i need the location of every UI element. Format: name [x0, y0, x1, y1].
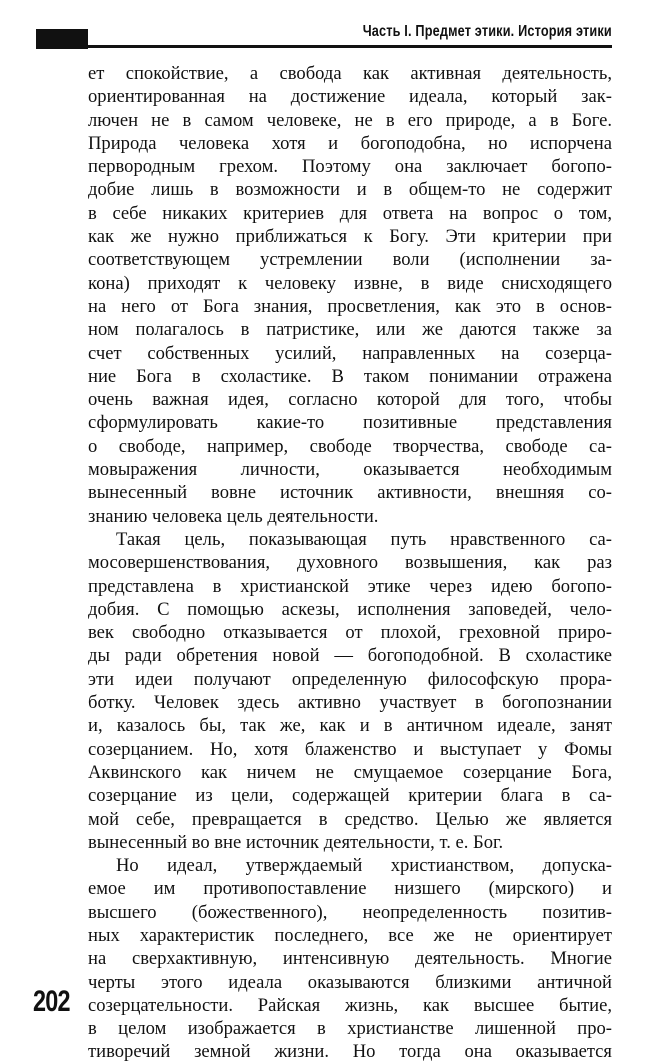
text-line: о свободе, например, свободе творчества, свободе са- [88, 435, 612, 457]
text-line: ет спокойствие, а свобода как активная деятельность, [88, 63, 612, 84]
header-rule [88, 45, 612, 48]
text-line: соответствующем устремлении воли (исполнении за- [88, 249, 612, 271]
text-line: мой себе, превращается в средство. Целью же является [88, 808, 612, 830]
text-line: черты этого идеала оказываются близкими античной [88, 971, 612, 993]
text-line: на сверхактивную, интенсивную деятельность. Многие [88, 948, 612, 970]
body-text [88, 62, 612, 1064]
text-line: Но идеал, утверждаемый христианством, допуска- [116, 855, 612, 877]
text-line: созерцание из цели, содержащей критерии блага в са- [88, 785, 612, 807]
text-line: мовыражения личности, оказывается необходимым [88, 459, 612, 481]
text-line: лючен не в самом человеке, не в его природе, а в Боге. [88, 109, 612, 131]
text-line: добия. С помощью аскезы, исполнения заповедей, чело- [88, 598, 612, 620]
text-line: счет собственных усилий, направленных на созерца- [88, 342, 612, 364]
text-line: представлена в христианской этике через идею богопо- [88, 575, 612, 597]
text-line: созерцательности. Райская жизнь, как высшее бытие, [88, 994, 612, 1016]
text-line: добие лишь в возможности и в общем-то не содержит [88, 179, 612, 201]
text-line: ориентированная на достижение идеала, который зак- [88, 86, 612, 108]
text-line: в целом изображается в христианстве лишенной про- [88, 1018, 612, 1040]
text-line: эти идеи получают определенную философскую прора- [88, 668, 612, 690]
text-line: емое им противопоставление низшего (мирского) и [88, 878, 612, 900]
text-line: век свободно отказывается от плохой, греховной приро- [88, 622, 612, 644]
text-line: Такая цель, показывающая путь нравственного са- [116, 528, 612, 550]
text-line: первородным грехом. Поэтому она заключает богопо- [88, 156, 612, 178]
header-bar [36, 29, 88, 49]
text-line: тиворечий земной жизни. Но тогда она оказывается [88, 1041, 612, 1063]
text-line: ботку. Человек здесь активно участвует в богопознании [88, 692, 612, 714]
text-line: очень важная идея, согласно которой для того, чтобы [88, 389, 612, 411]
text-line: ды ради обретения новой — богоподобной. В схоластике [88, 645, 612, 667]
text-line: как же нужно приближаться к Богу. Эти критерии при [88, 226, 612, 248]
text-line: и, казалось бы, так же, как и в античном идеале, занят [88, 715, 612, 737]
text-line: Природа человека хотя и богоподобна, но испорчена [88, 132, 612, 154]
text-line: сформулировать какие-то позитивные представления [88, 412, 612, 434]
text-line: кона) приходят к человеку извне, в виде снисходящего [88, 272, 612, 294]
text-line: мосовершенствования, духовного возвышения, как раз [88, 552, 612, 574]
text-line: на него от Бога знания, просветления, как это в основ- [88, 295, 612, 317]
text-line: ных характеристик последнего, все же не ориентирует [88, 924, 612, 946]
text-line: высшего (божественного), неопределенность позитив- [88, 901, 612, 923]
text-line: ном полагалось в патристике, или же даются также за [88, 319, 612, 341]
text-line: вынесенный вовне источник активности, внешняя со- [88, 482, 612, 504]
text-line: созерцанием. Но, хотя блаженство и выступает у Фомы [88, 738, 612, 760]
page-number: 202 [33, 985, 70, 1018]
text-line: вынесенный во вне источник деятельности, т. е. Бог. [88, 831, 504, 853]
running-header: Часть I. Предмет этики. История этики [362, 23, 612, 40]
text-line: в себе никаких критериев для ответа на вопрос о том, [88, 202, 612, 224]
text-line: Аквинского как ничем не смущаемое созерцание Бога, [88, 761, 612, 783]
text-line: ние Бога в схоластике. В таком понимании отражена [88, 365, 612, 387]
text-line: знанию человека цель деятельности. [88, 505, 379, 527]
